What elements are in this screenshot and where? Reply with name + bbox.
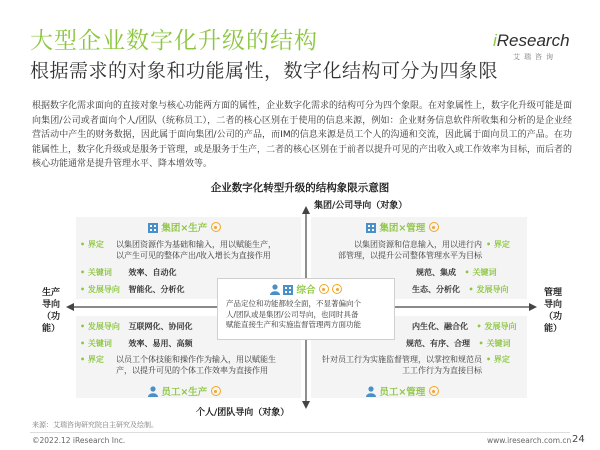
chart-title: 企业数字化转型升级的结构象限示意图	[210, 182, 390, 194]
quadrant-head	[316, 220, 524, 234]
axis-arrow-left	[66, 303, 74, 311]
axis-right-line: 能）	[543, 324, 562, 334]
definition-line: 以集团资源和信息输入，用以进行内	[354, 240, 482, 249]
axis-left-line: 生产	[41, 288, 60, 298]
center-desc-line: 赋能直接生产和实施监督管理两方面功能	[226, 320, 361, 329]
direction-text: 内生化、融合化	[412, 322, 468, 331]
keyword-tag: • 关键词	[80, 339, 112, 348]
direction-tag: • 发展导向	[476, 322, 517, 331]
keyword-tag: • 关键词	[80, 268, 112, 277]
direction-tag-text: 发展导向	[87, 322, 120, 331]
center-desc-line: 人/团队或是集团/公司导向，也同时具备	[226, 309, 359, 319]
definition-line: 以产生可见的整体产出/收入增长为直接作用	[116, 251, 271, 260]
quadrant-head	[316, 384, 524, 398]
source-note: 来源：艾瑞咨询研究院自主研究及绘制。	[32, 421, 158, 429]
center-title: 综合	[296, 285, 316, 296]
axis-label-top: 集团/公司导向（对象）	[314, 201, 408, 211]
direction-tag-text: 发展导向	[476, 285, 509, 294]
keyword-tag-text: 关键词	[87, 268, 112, 277]
direction-tag: • 发展导向	[80, 322, 120, 331]
definition-text	[316, 239, 482, 261]
definition-tag: • 界定	[486, 355, 510, 364]
axis-arrow-right	[529, 303, 537, 311]
page-title: 大型企业数字化升级的结构	[30, 28, 318, 54]
direction-tag: • 发展导向	[468, 285, 509, 294]
axis-label-right	[538, 287, 568, 335]
gear-icon	[211, 222, 221, 232]
definition-tag-text: 界定	[493, 240, 510, 249]
keyword-text: 规范、集成	[416, 268, 456, 277]
definition-line: 工工作行为为直接目标	[402, 366, 482, 375]
quadrant-head	[80, 220, 300, 234]
definition-tag-text: 界定	[87, 240, 104, 249]
gear-icon	[429, 386, 439, 396]
axis-label-left	[36, 287, 66, 335]
keyword-text: 效率、易用、高频	[128, 339, 193, 348]
definition-text	[116, 239, 276, 261]
axis-right-line: 管理	[543, 288, 562, 298]
building-icon	[283, 284, 293, 295]
definition-line: 针对员工行为实施监督管理，以掌控和规范员	[322, 355, 482, 364]
person-icon	[270, 284, 280, 295]
building-icon	[148, 222, 158, 233]
direction-tag-text: 发展导向	[87, 285, 120, 294]
logo-word: Research	[496, 31, 570, 50]
axis-right-line: （功	[543, 312, 562, 322]
center-desc-line: 产品定位和功能都较全面，不显著偏向个	[226, 299, 361, 308]
direction-tag: • 发展导向	[80, 285, 120, 294]
keyword-row	[80, 267, 300, 278]
gear-icon	[429, 222, 439, 232]
definition-tag: • 界定	[80, 240, 104, 249]
center-desc	[218, 296, 394, 331]
keyword-tag-text: 关键词	[87, 339, 112, 348]
quadrant-head	[80, 384, 300, 398]
center-comprehensive-box	[217, 278, 395, 340]
keyword-row	[316, 267, 524, 278]
axis-right-line: 导向	[543, 300, 562, 310]
gear-icon	[319, 284, 329, 294]
quadrant-title: 集团×管理	[379, 223, 426, 234]
definition-line: 部管理，以提升公司整体管理水平为目标	[338, 251, 482, 260]
logo-sub: 艾瑞咨询	[513, 53, 557, 61]
keyword-text: 规范、有序、合理	[406, 339, 470, 348]
page-subtitle: 根据需求的对象和功能属性，数字化结构可分为四象限	[30, 60, 499, 82]
axis-left-line: 导向	[41, 300, 60, 310]
direction-text: 智能化、分析化	[128, 285, 185, 294]
person-icon	[148, 386, 158, 397]
definition-row	[80, 354, 300, 376]
copyright: ©2022.12 iResearch Inc.	[32, 436, 126, 445]
definition-line: 以集团资源作为基础和输入，用以赋能生产，	[116, 240, 276, 249]
definition-tag: • 界定	[80, 355, 104, 364]
definition-tag-text: 界定	[493, 355, 510, 364]
keyword-tag: • 关键词	[464, 268, 497, 277]
keyword-tag-text: 关键词	[486, 339, 511, 348]
axis-arrow-down	[302, 401, 310, 409]
definition-text	[316, 354, 482, 376]
direction-tag-text: 发展导向	[484, 322, 517, 331]
person-icon	[366, 386, 376, 397]
direction-text: 互联网化、协同化	[128, 322, 193, 331]
definition-text	[116, 354, 276, 376]
direction-text: 生态、分析化	[412, 285, 460, 294]
logo-i: i	[493, 31, 497, 50]
quadrant-title: 员工×管理	[379, 387, 426, 398]
gear-icon	[332, 284, 342, 294]
definition-line: 以员工个体技能和操作作为输入，用以赋能生	[116, 355, 276, 364]
keyword-text: 效率、自动化	[128, 268, 177, 277]
gear-icon	[211, 386, 221, 396]
definition-row	[316, 239, 524, 261]
definition-row	[80, 239, 300, 261]
building-icon	[366, 222, 376, 233]
keyword-tag: • 关键词	[478, 339, 511, 348]
axis-label-bottom: 个人/团队导向（对象）	[196, 408, 290, 418]
quadrant-title: 员工×生产	[161, 387, 208, 398]
definition-row	[316, 354, 524, 376]
quadrant-title: 集团×生产	[161, 223, 208, 234]
axis-left-line: （功	[41, 312, 60, 322]
keyword-tag-text: 关键词	[472, 268, 497, 277]
axis-left-line: 能）	[41, 324, 60, 334]
definition-tag: • 界定	[486, 240, 510, 249]
site-url: www.iresearch.com.cn	[487, 436, 572, 445]
center-head	[218, 282, 394, 296]
body-paragraph: 根据数字化需求面向的直接对象与核心功能两方面的属性，企业数字化需求的结构可分为四个象限。在对象属性上，数字化升级可能是面向集团/公司或者面向个人/团队（统称员工），二者的核心区别在于使用的信息来源，例如：企业财务信息软件所收集和分析的是企业经营活动中产生的财务数据，因此属于面向集团/公司的产品，而IM的信息来源是员工个人的沟通和交流，因此属于面向员工的产品。在功能属性上，数字化升级或是服务于管理，或是服务于生产，二者的核心区别在于前者以提升可见的产出收入或工作效率为目标，而后者的核心功能通常是提升管理水平、降本增效等。	[32, 101, 573, 170]
definition-line: 产，以提升可见的个体工作效率为直接作用	[116, 366, 268, 375]
definition-tag-text: 界定	[87, 355, 104, 364]
footer-divider	[30, 432, 570, 433]
page-number: 24	[572, 434, 585, 445]
